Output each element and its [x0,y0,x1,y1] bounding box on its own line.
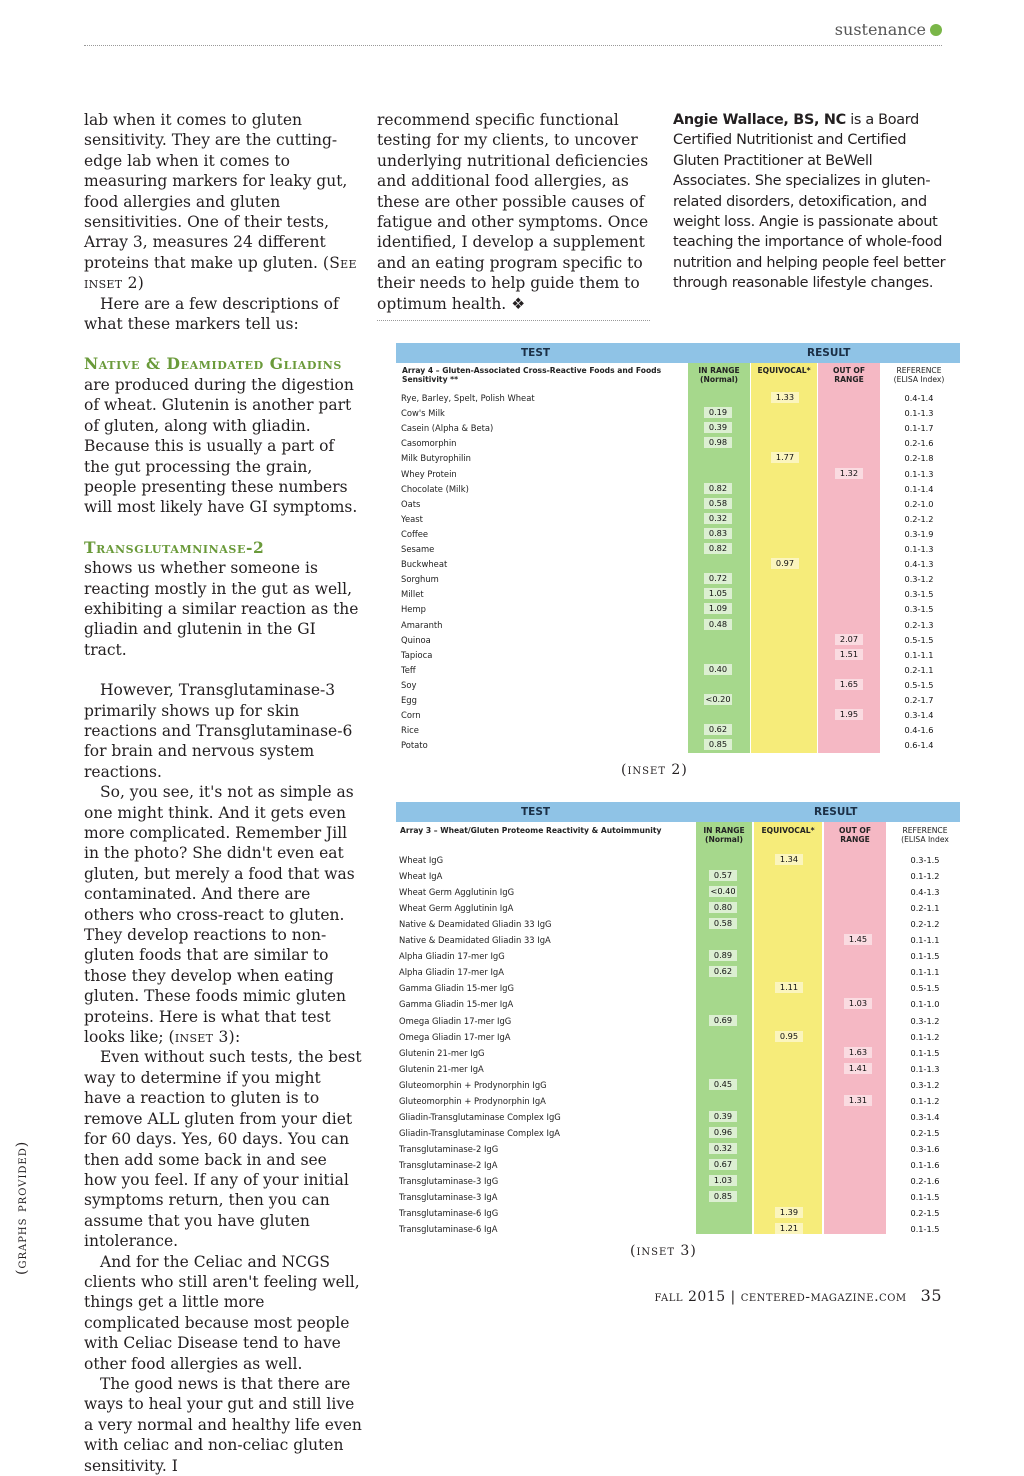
reference-range: 0.1-1.6 [910,1159,940,1170]
result-value: 0.40 [704,664,732,675]
result-value: 1.65 [835,679,863,690]
table-row-name: Transglutaminase-3 IgG [399,1176,499,1186]
result-value: 0.39 [709,1111,737,1122]
in-range-band [696,822,752,1234]
reference-range: 0.3-1.9 [904,528,934,539]
result-value: 2.07 [835,634,863,645]
table-row-name: Gluteomorphin + Prodynorphin IgA [399,1095,546,1106]
inset-3-caption: (inset 3) [630,1243,697,1259]
reference-range: 0.1-1.3 [904,408,934,419]
result-header: RESULT [814,806,858,818]
result-value: 0.69 [709,1015,737,1026]
reference-range: 0.1-1.5 [910,1192,940,1203]
paragraph: are produced during the digestion of wheat. Glutenin is another part of gluten, along with gliadin. Because this is usually a part of the gut processing the grain, people presenting these numbers will most likely have GI symptoms. [84,375,358,517]
table-row-name: Gliadin-Transglutaminase Complex IgG [399,1111,561,1122]
table-row-name: Tapioca [401,649,433,660]
inset-2-table [396,343,960,753]
graphs-credit: (graphs provided) [14,1140,30,1275]
result-value: 1.33 [771,392,799,403]
equivocal-band [754,822,822,1234]
reference-range: 0.4-1.3 [904,559,934,570]
result-value: 0.85 [709,1191,737,1202]
result-value: 0.62 [709,966,737,977]
reference-range: 0.1-1.7 [904,423,934,434]
table-row-name: Corn [401,710,421,721]
col-in-range: IN RANGE (Normal) [703,826,745,844]
table-row-name: Teff [401,664,416,675]
section-name: sustenance [834,20,926,39]
table-row-name: Gamma Gliadin 15-mer IgG [399,983,514,994]
col-equivocal: EQUIVOCAL* [761,826,815,835]
result-value: 0.32 [709,1143,737,1154]
result-value: 1.63 [844,1047,872,1058]
reference-range: 0.1-1.5 [910,1047,940,1058]
result-header: RESULT [807,347,851,359]
paragraph: shows us whether someone is reacting mostly in the gut as well, exhibiting a similar reaction as the gliadin and glutenin in the GI tract. [84,559,359,659]
result-value: 1.03 [709,1175,737,1186]
table-row-name: Casein (Alpha & Beta) [401,423,494,434]
paragraph: However, Transglutaminase-3 primarily shows up for skin reactions and Transglutaminase-6 for brain and nervous system reactions. [84,681,353,781]
article-column-1 [84,110,362,1476]
result-value: 0.39 [704,422,732,433]
col-out-of-range: OUT OF RANGE [832,366,866,384]
result-value: 1.39 [775,1207,803,1218]
subheading-gliadins: Native & Deamidated Gliadins [84,354,342,374]
result-value: 0.82 [704,543,732,554]
reference-range: 0.1-1.3 [904,468,934,479]
column-divider [377,320,650,321]
result-value: 1.51 [835,649,863,660]
result-value: 0.83 [704,528,732,539]
paragraph: So, you see, it's not as simple as one might think. And it gets even more complicated. Remember Jill in the photo? She didn't even eat gluten, but merely a food that was contaminated. And there are others who cross-react to gluten. They develop reactions to non-gluten foods that are similar to those they develop when eating gluten. These foods mimic gluten proteins. Here is what that test looks like; (inset 3): [84,783,355,1047]
reference-range: 0.1-1.1 [904,649,934,660]
reference-range: 0.4-1.6 [904,725,934,736]
reference-range: 0.1-1.1 [910,935,940,946]
reference-range: 0.2-1.1 [910,903,940,914]
reference-range: 0.1-1.4 [904,483,934,494]
col-out-of-range: OUT OF RANGE [838,826,872,844]
reference-range: 0.3-1.4 [910,1111,940,1122]
issue-line: fall 2015 | centered-magazine.com [654,1289,907,1305]
reference-range: 0.1-1.2 [910,1031,940,1042]
author-bio [673,110,948,294]
table-row-name: Alpha Gliadin 17-mer IgA [399,967,504,978]
author-bio-text: is a Board Certified Nutritionist and Certified Gluten Practitioner at BeWell Associates. She specializes in gluten-related disorders, detoxification, and weight loss. Angie is passionate about teaching the importance of whole-food nutrition and helping people feel better through reasonable lifestyle changes. [673,112,946,292]
table-row-name: Sesame [401,544,435,554]
result-value: 0.62 [704,724,732,735]
reference-range: 0.2-1.0 [904,498,934,509]
table-row-name: Omega Gliadin 17-mer IgA [399,1031,511,1042]
reference-range: 0.3-1.6 [910,1143,940,1154]
reference-range: 0.4-1.4 [904,393,934,403]
reference-range: 0.2-1.5 [910,1208,940,1219]
page-footer [620,1286,942,1305]
paragraph: And for the Celiac and NCGS clients who still aren't feeling well, things get a little more complicated because most people with Celiac Disease tend to have other food allergies as well. [84,1252,360,1373]
col-equivocal: EQUIVOCAL* [757,366,811,375]
table-row-name: Wheat IgA [399,871,443,882]
table-row-name: Transglutaminase-2 IgG [399,1143,499,1154]
table-row-name: Hemp [401,604,426,615]
reference-range: 0.2-1.6 [904,438,934,449]
reference-range: 0.1-1.3 [904,544,934,554]
result-value: <0.20 [705,694,731,704]
table-row-name: Potato [401,740,428,751]
subheading-transglutaminase: Transglutamninase-2 [84,537,265,557]
reference-range: 0.1-1.2 [910,871,940,882]
result-value: 1.09 [704,603,732,614]
table-title: Array 4 – Gluten-Associated Cross-Reactive Foods and Foods Sensitivity ** [402,366,662,384]
reference-range: 0.2-1.5 [910,1127,940,1138]
table-row-name: Casomorphin [401,438,457,449]
table-row-name: Coffee [401,528,429,539]
reference-range: 0.3-1.5 [910,855,940,865]
reference-range: 0.3-1.5 [904,589,934,600]
result-value: 1.95 [835,709,863,720]
reference-range: 0.3-1.2 [910,1015,940,1026]
result-value: 0.19 [704,407,732,418]
result-value: 0.89 [709,950,737,961]
table-row-name: Glutenin 21-mer IgG [399,1047,485,1058]
paragraph: lab when it comes to gluten sensitivity. They are the cutting-edge lab when it comes to measuring markers for leaky gut, food allergies and gluten sensitivities. One of their tests, Array 3, measures 24 different proteins that make up gluten. (See inset 2) [84,111,357,293]
reference-range: 0.1-1.2 [910,1095,940,1106]
table-row-name: Native & Deamidated Gliadin 33 IgA [399,935,551,946]
reference-range: 0.1-1.5 [910,1224,940,1235]
result-value: 0.82 [704,483,732,494]
result-value: 1.77 [771,452,799,463]
table-row-name: Rye, Barley, Spelt, Polish Wheat [401,393,535,403]
section-label [0,20,942,39]
table-header-bar [396,343,960,363]
reference-range: 0.2-1.6 [910,1176,940,1186]
result-value: 0.67 [709,1159,737,1170]
reference-range: 0.1-1.1 [910,967,940,978]
reference-range: 0.5-1.5 [904,634,934,645]
section-dot-icon [930,24,942,36]
reference-range: 0.2-1.7 [904,695,934,705]
result-value: 0.45 [709,1079,737,1090]
out-of-range-band [818,363,880,753]
article-column-2 [377,110,652,321]
result-value: 1.05 [704,588,732,599]
table-row-name: Quinoa [401,634,431,645]
result-value: <0.40 [710,886,736,897]
inset-3-table [396,802,960,1234]
reference-range: 0.5-1.5 [910,983,940,994]
result-value: 0.95 [775,1031,803,1042]
table-row-name: Buckwheat [401,559,448,570]
table-row-name: Transglutaminase-6 IgG [399,1208,499,1219]
header-divider [84,45,942,46]
result-value: 0.80 [709,902,737,913]
table-row-name: Omega Gliadin 17-mer IgG [399,1015,512,1026]
result-value: 1.45 [844,934,872,945]
result-value: 0.58 [709,918,737,929]
table-row-name: Gluteomorphin + Prodynorphin IgG [399,1079,547,1090]
reference-range: 0.3-1.5 [904,604,934,615]
result-value: 0.72 [704,573,732,584]
result-value: 0.48 [704,619,732,630]
table-row-name: Wheat IgG [399,855,444,865]
out-of-range-band [824,822,886,1234]
table-row-name: Chocolate (Milk) [401,483,469,494]
table-row-name: Glutenin 21-mer IgA [399,1063,484,1074]
reference-range: 0.1-1.3 [910,1063,940,1074]
table-row-name: Soy [401,679,417,690]
result-value: 1.21 [775,1223,803,1234]
page-number: 35 [920,1286,942,1305]
table-row-name: Egg [401,695,417,705]
table-row-name: Native & Deamidated Gliadin 33 IgG [399,919,552,930]
end-mark-icon: ❖ [511,294,526,313]
reference-range: 0.2-1.1 [904,664,934,675]
reference-range: 0.2-1.2 [910,919,940,930]
reference-range: 0.5-1.5 [904,679,934,690]
reference-range: 0.3-1.2 [904,574,934,585]
reference-range: 0.4-1.3 [910,887,940,898]
table-row-name: Wheat Germ Agglutinin IgA [399,903,514,914]
result-value: 0.96 [709,1127,737,1138]
result-value: 0.97 [771,558,799,569]
result-value: 0.57 [709,870,737,881]
col-in-range: IN RANGE (Normal) [698,366,740,384]
table-row-name: Sorghum [401,574,439,585]
table-row-name: Yeast [401,513,423,524]
result-value: 1.31 [844,1095,872,1106]
author-name: Angie Wallace, BS, NC [673,112,846,128]
reference-range: 0.2-1.3 [904,619,934,630]
table-row-name: Amaranth [401,619,443,630]
table-row-name: Transglutaminase-2 IgA [399,1159,498,1170]
paragraph: Even without such tests, the best way to determine if you might have a reaction to gluten is to remove ALL gluten from your diet for 60 days. Yes, 60 days. You can then add some back in and see how you feel. If any of your initial symptoms return, then you can assume that you have gluten intolerance. [84,1048,362,1251]
reference-range: 0.2-1.8 [904,453,934,464]
test-header: TEST [521,347,551,359]
paragraph: recommend specific functional testing for my clients, to uncover underlying nutritional deficiencies and additional food allergies, as these are other possible causes of fatigue and other symptoms. Once identified, I develop a supplement and an eating program specific to their needs to help guide them to optimum health. ❖ [377,111,649,313]
col-reference: REFERENCE (ELISA Index) [893,366,945,384]
table-row-name: Whey Protein [401,468,457,479]
reference-range: 0.3-1.4 [904,710,934,721]
table-row-name: Milk Butyrophilin [401,453,471,464]
reference-range: 0.3-1.2 [910,1079,940,1090]
table-row-name: Rice [401,725,419,736]
result-value: 1.32 [835,468,863,479]
result-value: 0.85 [704,739,732,750]
table-row-name: Transglutaminase-6 IgA [399,1224,498,1235]
test-header: TEST [521,806,551,818]
result-value: 1.11 [775,982,803,993]
result-value: 1.03 [844,998,872,1009]
paragraph: The good news is that there are ways to heal your gut and still live a very normal and healthy life even with celiac and non-celiac gluten sensitivity. I [84,1374,362,1475]
col-reference: REFERENCE (ELISA Index [901,826,949,844]
table-row-name: Oats [401,498,421,509]
table-row-name: Transglutaminase-3 IgA [399,1192,498,1203]
table-row-name: Wheat Germ Agglutinin IgG [399,887,515,898]
table-row-name: Millet [401,589,424,600]
result-value: 0.98 [704,437,732,448]
reference-range: 0.6-1.4 [904,740,934,751]
reference-range: 0.1-1.5 [910,951,940,962]
inset-2-caption: (inset 2) [621,762,688,778]
paragraph: Here are a few descriptions of what these markers tell us: [84,294,339,334]
reference-range: 0.1-1.0 [910,999,940,1010]
result-value: 1.41 [844,1063,872,1074]
table-title: Array 3 – Wheat/Gluten Proteome Reactivity & Autoimmunity [400,826,662,835]
result-value: 0.58 [704,498,732,509]
table-row-name: Cow's Milk [401,408,445,419]
result-value: 0.32 [704,513,732,524]
table-header-bar [396,802,960,822]
table-row-name: Alpha Gliadin 17-mer IgG [399,951,505,962]
table-row-name: Gamma Gliadin 15-mer IgA [399,999,514,1010]
result-value: 1.34 [775,854,803,865]
table-row-name: Gliadin-Transglutaminase Complex IgA [399,1127,560,1138]
reference-range: 0.2-1.2 [904,513,934,524]
